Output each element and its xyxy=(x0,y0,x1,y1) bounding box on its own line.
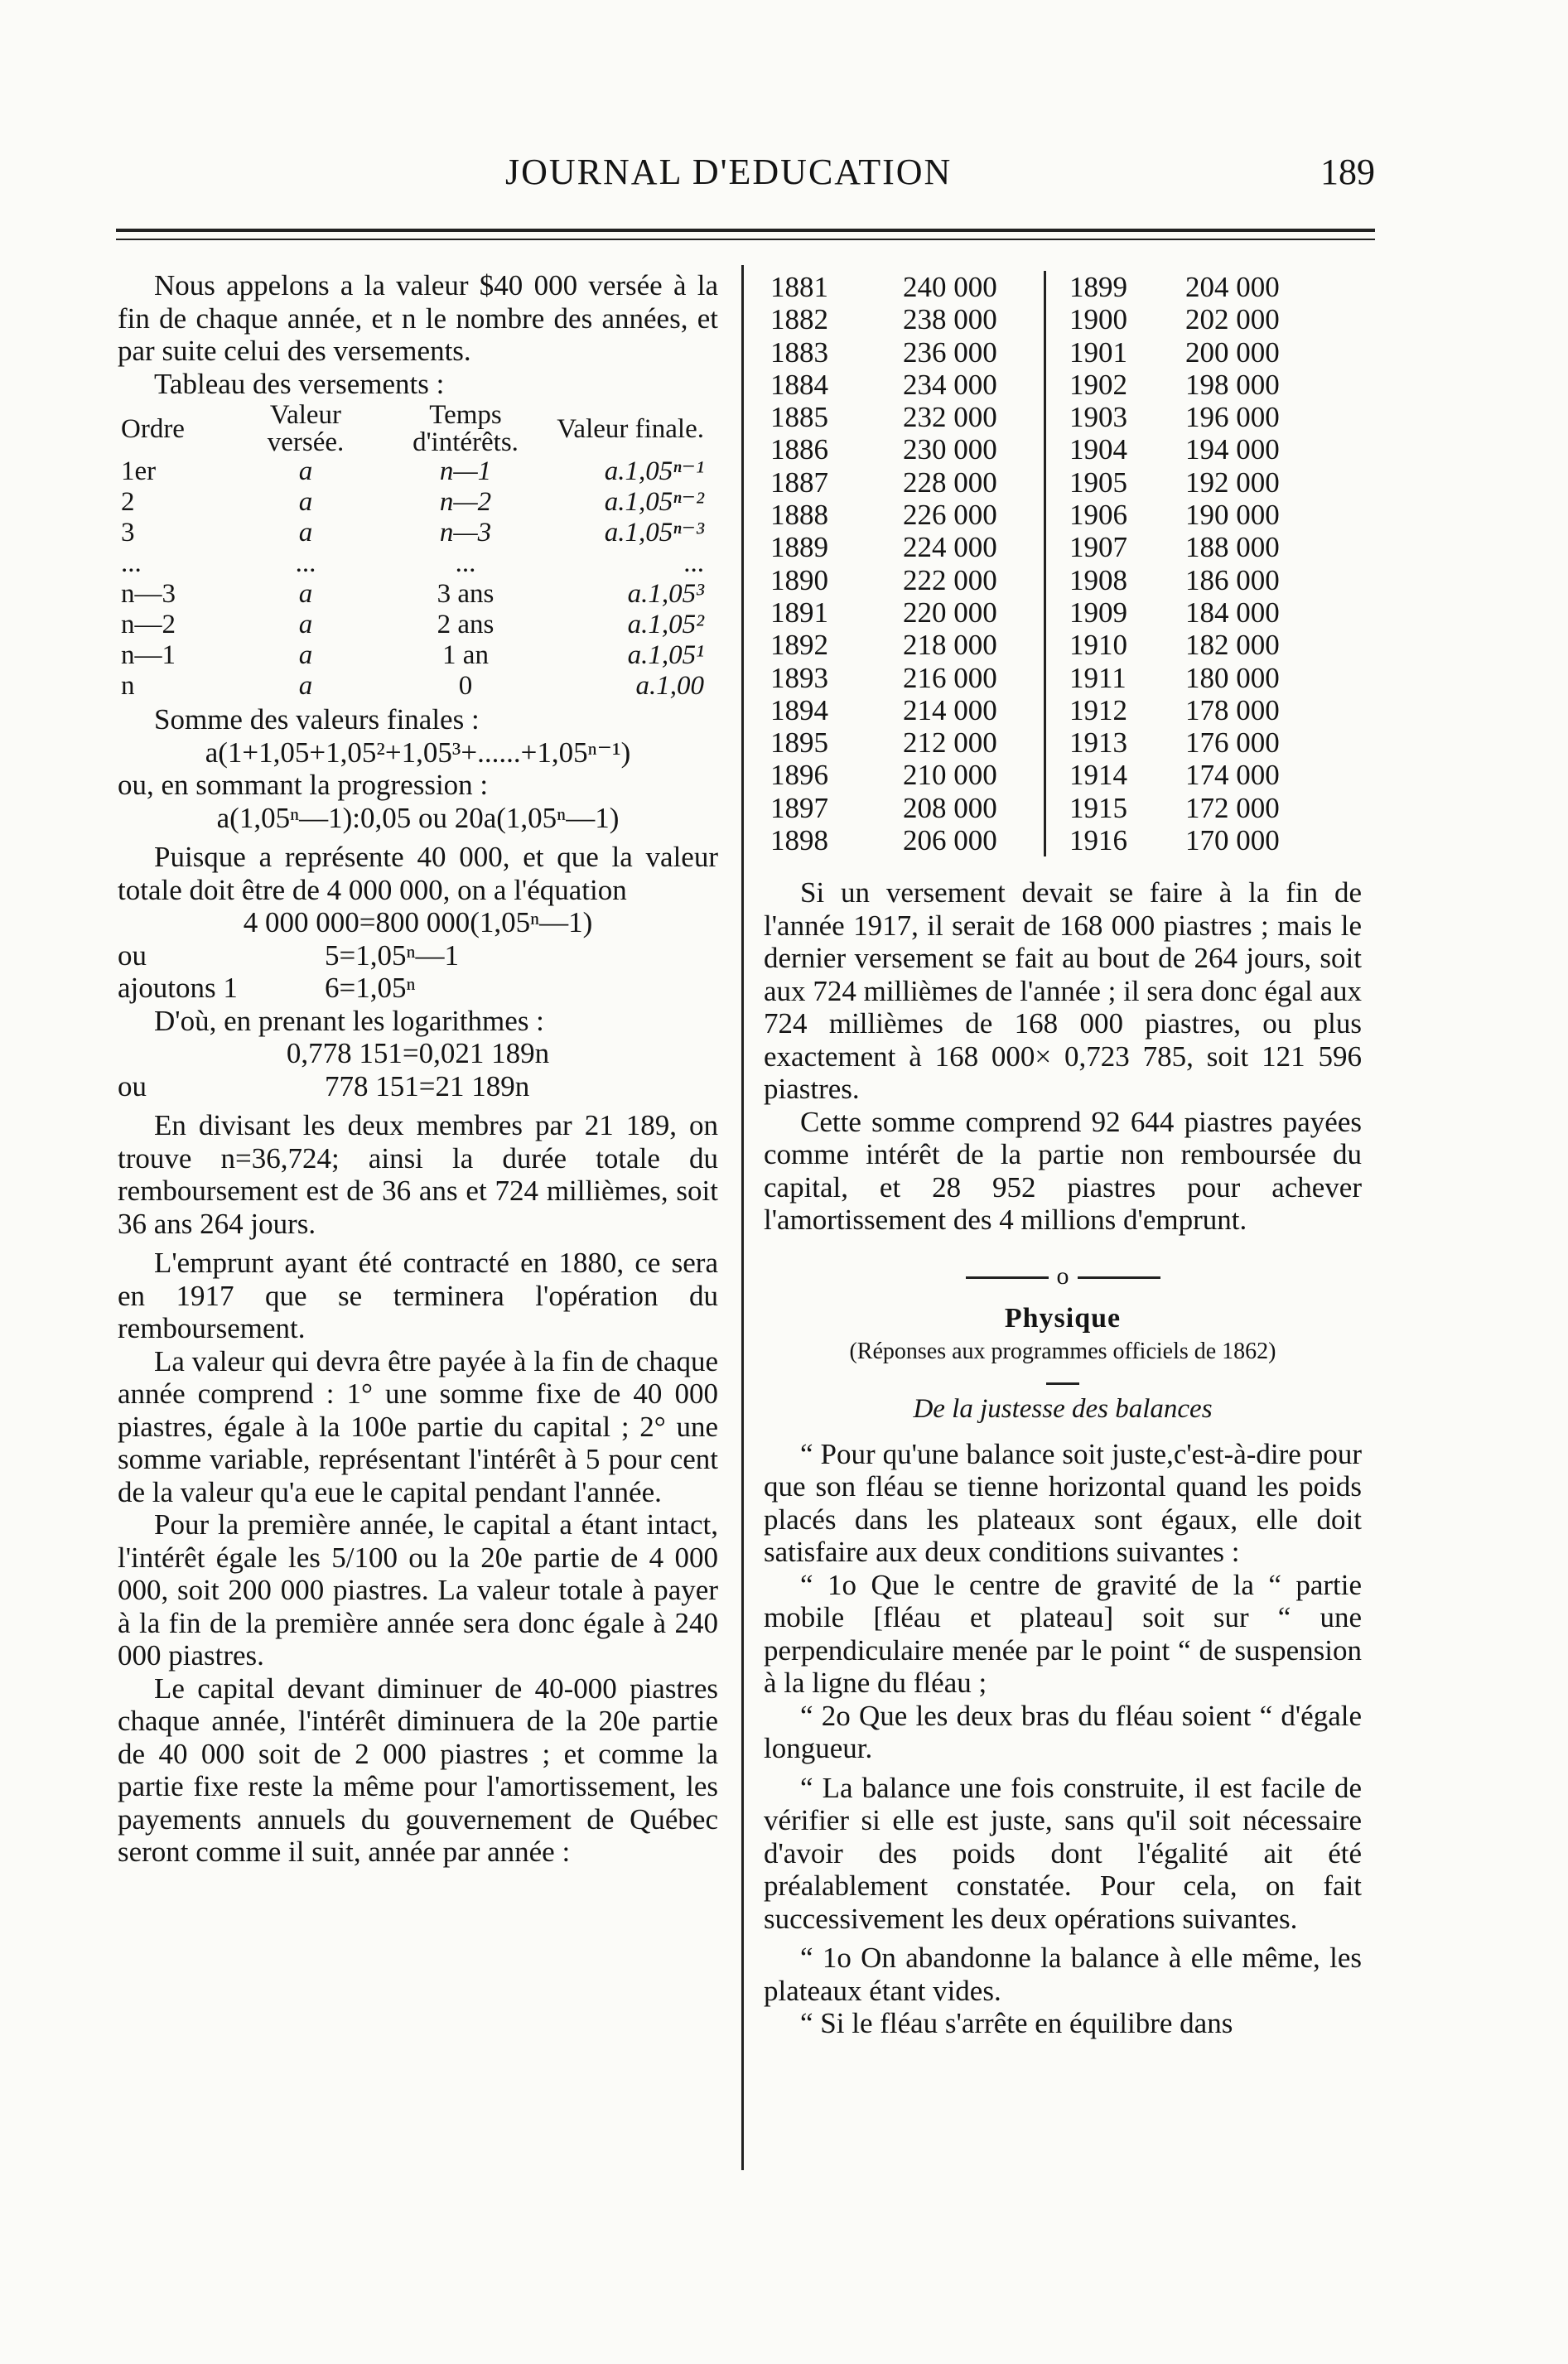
amount-cell: 218 000 xyxy=(903,629,997,662)
amount-cell: 222 000 xyxy=(903,563,997,596)
table-row xyxy=(770,694,1310,726)
table-cell: 1er xyxy=(121,456,157,486)
table-cell: a xyxy=(298,640,313,670)
table-row xyxy=(118,640,707,671)
year-cell: 1887 xyxy=(770,466,828,499)
table-row xyxy=(770,531,1310,563)
paragraph: En divisant les deux membres par 21 189, on trouve n=36,724; ainsi la durée totale du remboursement est de 36 ans et 724 millièmes, soit 36 ans 264 jours. xyxy=(118,1109,718,1240)
paragraph: “ Pour qu'une balance soit juste,c'est-à-dire pour que son fléau se tienne horizontal quand les poids placés dans les plateaux sont égaux, elle doit satisfaire aux deux conditions suivantes : xyxy=(764,1437,1362,1568)
table-cell: ... xyxy=(683,548,704,578)
amount-cell: 178 000 xyxy=(1185,693,1280,726)
short-rule xyxy=(1046,1382,1079,1385)
paragraph: Cette somme comprend 92 644 piastres payées comme intérêt de la partie non remboursée du capital, et 28 952 piastres pour achever l'amortissement des 4 millions d'emprunt. xyxy=(764,1105,1362,1236)
table-cell: n xyxy=(121,671,135,701)
annual-payments-body xyxy=(770,271,1310,856)
table-row xyxy=(770,824,1310,856)
table-cell: a.1,05³ xyxy=(627,579,704,609)
equation-label: ou xyxy=(118,1069,147,1102)
paragraph: “ La balance une fois construite, il est facile de vérifier si elle est juste, sans qu'il soit nécessaire d'avoir des poids dont l'égalité ait été préalablement constatée. Pour cela, on fait successivement les deux opérations suivantes. xyxy=(764,1771,1362,1935)
table-cell: a.1,05ⁿ⁻³ xyxy=(604,518,704,548)
table-row xyxy=(770,499,1310,531)
year-cell: 1909 xyxy=(1045,596,1186,629)
year-cell: 1901 xyxy=(1045,336,1186,369)
table-cell: a xyxy=(298,456,313,486)
amount-cell: 180 000 xyxy=(1185,661,1280,694)
amount-cell: 192 000 xyxy=(1185,466,1280,499)
year-cell: 1886 xyxy=(770,433,828,466)
paragraph: Puisque a représente 40 000, et que la valeur totale doit être de 4 000 000, on a l'équation xyxy=(118,841,718,906)
table-cell: a.1,05¹ xyxy=(627,640,704,670)
amount-cell: 190 000 xyxy=(1185,499,1280,532)
year-cell: 1884 xyxy=(770,368,828,401)
year-cell: 1904 xyxy=(1045,433,1186,466)
year-cell: 1899 xyxy=(1045,271,1186,303)
equation-label: ou xyxy=(118,938,147,972)
amount-cell: 236 000 xyxy=(903,335,997,369)
table-row xyxy=(770,662,1310,694)
amount-cell: 200 000 xyxy=(1185,335,1280,369)
year-cell: 1902 xyxy=(1045,369,1186,401)
right-column xyxy=(764,876,1362,2040)
amount-cell: 184 000 xyxy=(1185,596,1280,629)
amount-cell: 214 000 xyxy=(903,693,997,726)
table-cell: 2 xyxy=(121,487,135,517)
paragraph: “ Si le fléau s'arrête en équilibre dans xyxy=(800,2007,1233,2039)
table-row xyxy=(770,271,1310,303)
paragraph: Nous appelons a la valeur $40 000 versée à la fin de chaque année, et n le nombre des années, et par suite celui des versements. xyxy=(118,269,718,367)
table-cell: 3 xyxy=(121,518,135,548)
amount-cell: 196 000 xyxy=(1185,401,1280,434)
table-row xyxy=(118,487,707,518)
paragraph: La valeur qui devra être payée à la fin de chaque année comprend : 1° une somme fixe de 40 000 piastres, égale à la 100e partie du capital ; 2° une somme variable, représentant l'intérêt à 5 pour cent de la valeur qu'a eue le capital pendant l'année. xyxy=(118,1344,718,1508)
year-cell: 1892 xyxy=(770,629,828,662)
table-row xyxy=(770,336,1310,369)
year-cell: 1891 xyxy=(770,596,828,629)
paragraph: Pour la première année, le capital a étant intact, l'intérêt égale les 5/100 ou la 20e partie de 4 000 000, soit 200 000 piastres. La valeur totale à payer à la fin de la première année sera donc égale à 240 000 piastres. xyxy=(118,1508,718,1672)
equation: 5=1,05ⁿ—1 xyxy=(325,938,460,972)
table-row xyxy=(770,433,1310,466)
table-cell: a.1,05ⁿ⁻¹ xyxy=(604,456,704,486)
amount-cell: 216 000 xyxy=(903,661,997,694)
table-row xyxy=(770,596,1310,629)
table-cell: ... xyxy=(295,548,316,578)
journal-title: JOURNAL D'EDUCATION xyxy=(505,152,953,192)
table-row xyxy=(770,759,1310,791)
table-row xyxy=(770,726,1310,759)
year-cell: 1883 xyxy=(770,335,828,369)
table-row xyxy=(770,564,1310,596)
section-separator xyxy=(764,1260,1362,1293)
column-header: Ordre xyxy=(121,413,185,444)
table-row xyxy=(118,518,707,548)
table-header-row xyxy=(118,402,707,456)
formula: a(1+1,05+1,05²+1,05³+......+1,05ⁿ⁻¹) xyxy=(205,736,631,769)
running-header xyxy=(116,151,1375,200)
year-cell: 1908 xyxy=(1045,564,1186,596)
amount-cell: 230 000 xyxy=(903,433,997,466)
table-cell: 2 ans xyxy=(437,610,495,639)
amount-cell: 226 000 xyxy=(903,499,997,532)
year-cell: 1885 xyxy=(770,401,828,434)
year-cell: 1890 xyxy=(770,563,828,596)
year-cell: 1907 xyxy=(1045,531,1186,563)
table-row xyxy=(118,610,707,640)
table-row xyxy=(770,792,1310,824)
table-cell: n—3 xyxy=(439,518,492,548)
header-rule-thick xyxy=(116,229,1375,232)
separator-line xyxy=(1078,1276,1160,1279)
year-cell: 1915 xyxy=(1045,792,1186,824)
table-row xyxy=(770,629,1310,661)
year-cell: 1888 xyxy=(770,499,828,532)
amount-cell: 238 000 xyxy=(903,303,997,336)
table-cell: a xyxy=(298,610,313,639)
paragraph: Le capital devant diminuer de 40-000 piastres chaque année, l'intérêt diminuera de la 20e partie de 40 000 soit de 2 000 piastres ; et comme la partie fixe reste la même pour l'amortissement, les payements annuels du gouvernement de Québec seront comme il suit, année par année : xyxy=(118,1672,718,1868)
year-cell: 1905 xyxy=(1045,466,1186,499)
year-cell: 1896 xyxy=(770,759,828,792)
table-row xyxy=(118,671,707,702)
amount-cell: 232 000 xyxy=(903,401,997,434)
paragraph: Tableau des versements : xyxy=(154,367,445,400)
equation-line xyxy=(118,939,718,972)
formula: 0,778 151=0,021 189n xyxy=(286,1037,550,1069)
table-cell: a.1,05² xyxy=(627,610,704,639)
table-cell: 3 ans xyxy=(437,579,495,609)
amount-cell: 186 000 xyxy=(1185,563,1280,596)
table-cell: n—1 xyxy=(439,456,492,486)
paragraph: “ 2o Que les deux bras du fléau soient “ d'égale longueur. xyxy=(764,1699,1362,1764)
year-cell: 1893 xyxy=(770,661,828,694)
section-subtitle: (Réponses aux programmes officiels de 1862) xyxy=(849,1338,1276,1364)
amount-cell: 204 000 xyxy=(1185,271,1280,303)
paragraph: Si un versement devait se faire à la fin de l'année 1917, il serait de 168 000 piastres ; mais le dernier versement se fait au bout de 264 jours, soit aux 724 millièmes de l'année ; il sera donc égal aux 724 millièmes de 168 000 piastres, ou plus exactement à 168 000× 0,723 785, soit 121 596 piastres. xyxy=(764,876,1362,1105)
amount-cell: 210 000 xyxy=(903,759,997,792)
year-cell: 1898 xyxy=(770,824,828,857)
year-cell: 1900 xyxy=(1045,303,1186,335)
paragraph: “ 1o On abandonne la balance à elle même, les plateaux étant vides. xyxy=(764,1942,1362,2007)
table-cell: 1 an xyxy=(442,640,489,670)
amount-cell: 220 000 xyxy=(903,596,997,629)
article-heading: De la justesse des balances xyxy=(913,1394,1213,1424)
paragraph: L'emprunt ayant été contracté en 1880, ce sera en 1917 que se terminera l'opération du remboursement. xyxy=(118,1247,718,1344)
equation: 778 151=21 189n xyxy=(325,1069,530,1102)
table-cell: a xyxy=(298,579,313,609)
column-header: Valeur versée. xyxy=(267,400,345,457)
table-cell: n—1 xyxy=(121,640,176,670)
amount-cell: 224 000 xyxy=(903,531,997,564)
paragraph: D'où, en prenant les logarithmes : xyxy=(154,1004,544,1037)
separator-line xyxy=(966,1276,1049,1279)
amount-cell: 208 000 xyxy=(903,791,997,824)
year-cell: 1894 xyxy=(770,693,828,726)
equation: 6=1,05ⁿ xyxy=(325,972,416,1004)
amount-cell: 212 000 xyxy=(903,726,997,760)
amount-cell: 194 000 xyxy=(1185,433,1280,466)
year-cell: 1916 xyxy=(1045,824,1186,856)
amount-cell: 202 000 xyxy=(1185,303,1280,336)
table-cell: a xyxy=(298,487,313,517)
year-cell: 1913 xyxy=(1045,726,1186,759)
year-cell: 1906 xyxy=(1045,499,1186,531)
table-cell: a xyxy=(298,671,313,701)
left-column xyxy=(118,269,718,1869)
amount-cell: 198 000 xyxy=(1185,368,1280,401)
amount-cell: 176 000 xyxy=(1185,726,1280,760)
table-cell: 0 xyxy=(458,671,473,701)
table-cell: a.1,05ⁿ⁻² xyxy=(604,487,704,517)
year-cell: 1895 xyxy=(770,726,828,760)
year-cell: 1910 xyxy=(1045,629,1186,661)
table-row xyxy=(118,548,707,579)
equation-label: ajoutons 1 xyxy=(118,972,238,1004)
table-cell: n—3 xyxy=(121,579,176,609)
amount-cell: 172 000 xyxy=(1185,791,1280,824)
payment-schedule-table xyxy=(118,402,707,702)
table-row xyxy=(770,466,1310,499)
year-cell: 1914 xyxy=(1045,759,1186,791)
column-header: Temps d'intérêts. xyxy=(413,400,519,457)
annual-payments-table xyxy=(770,271,1310,856)
amount-cell: 170 000 xyxy=(1185,824,1280,857)
amount-cell: 188 000 xyxy=(1185,531,1280,564)
table-row xyxy=(118,456,707,487)
table-cell: ... xyxy=(121,548,142,578)
column-header: Valeur finale. xyxy=(557,413,704,444)
table-row xyxy=(770,401,1310,433)
table-row xyxy=(770,369,1310,401)
year-cell: 1897 xyxy=(770,791,828,824)
year-cell: 1889 xyxy=(770,531,828,564)
header-rule-thin xyxy=(116,239,1375,240)
equation-line xyxy=(118,972,718,1005)
equation-line xyxy=(118,1070,718,1103)
table-row xyxy=(118,579,707,610)
table-row xyxy=(770,303,1310,335)
amount-cell: 174 000 xyxy=(1185,759,1280,792)
separator-mark: o xyxy=(1056,1262,1069,1290)
table-cell: a.1,00 xyxy=(635,671,704,701)
table-cell: n—2 xyxy=(121,610,176,639)
year-cell: 1903 xyxy=(1045,401,1186,433)
paragraph: “ 1o Que le centre de gravité de la “ partie mobile [fléau et plateau] soit sur “ une perpendiculaire menée par le point “ de suspension à la ligne du fléau ; xyxy=(764,1568,1362,1699)
year-cell: 1881 xyxy=(770,271,828,303)
page-number: 189 xyxy=(1320,152,1375,192)
year-cell: 1912 xyxy=(1045,694,1186,726)
year-cell: 1882 xyxy=(770,303,828,336)
formula: 4 000 000=800 000(1,05ⁿ—1) xyxy=(243,906,593,938)
formula: a(1,05ⁿ—1):0,05 ou 20a(1,05ⁿ—1) xyxy=(216,801,620,834)
amount-cell: 234 000 xyxy=(903,368,997,401)
amount-cell: 182 000 xyxy=(1185,629,1280,662)
table-cell: ... xyxy=(455,548,476,578)
paragraph: ou, en sommant la progression : xyxy=(118,769,489,801)
table-cell: a xyxy=(298,518,313,548)
column-divider xyxy=(741,265,744,2170)
section-title: Physique xyxy=(1004,1303,1122,1334)
paragraph: Somme des valeurs finales : xyxy=(154,703,480,736)
table-cell: n—2 xyxy=(439,487,492,517)
schedule-body xyxy=(118,456,707,702)
amount-cell: 228 000 xyxy=(903,466,997,499)
amount-cell: 240 000 xyxy=(903,271,997,303)
amount-cell: 206 000 xyxy=(903,824,997,857)
year-cell: 1911 xyxy=(1045,662,1186,694)
